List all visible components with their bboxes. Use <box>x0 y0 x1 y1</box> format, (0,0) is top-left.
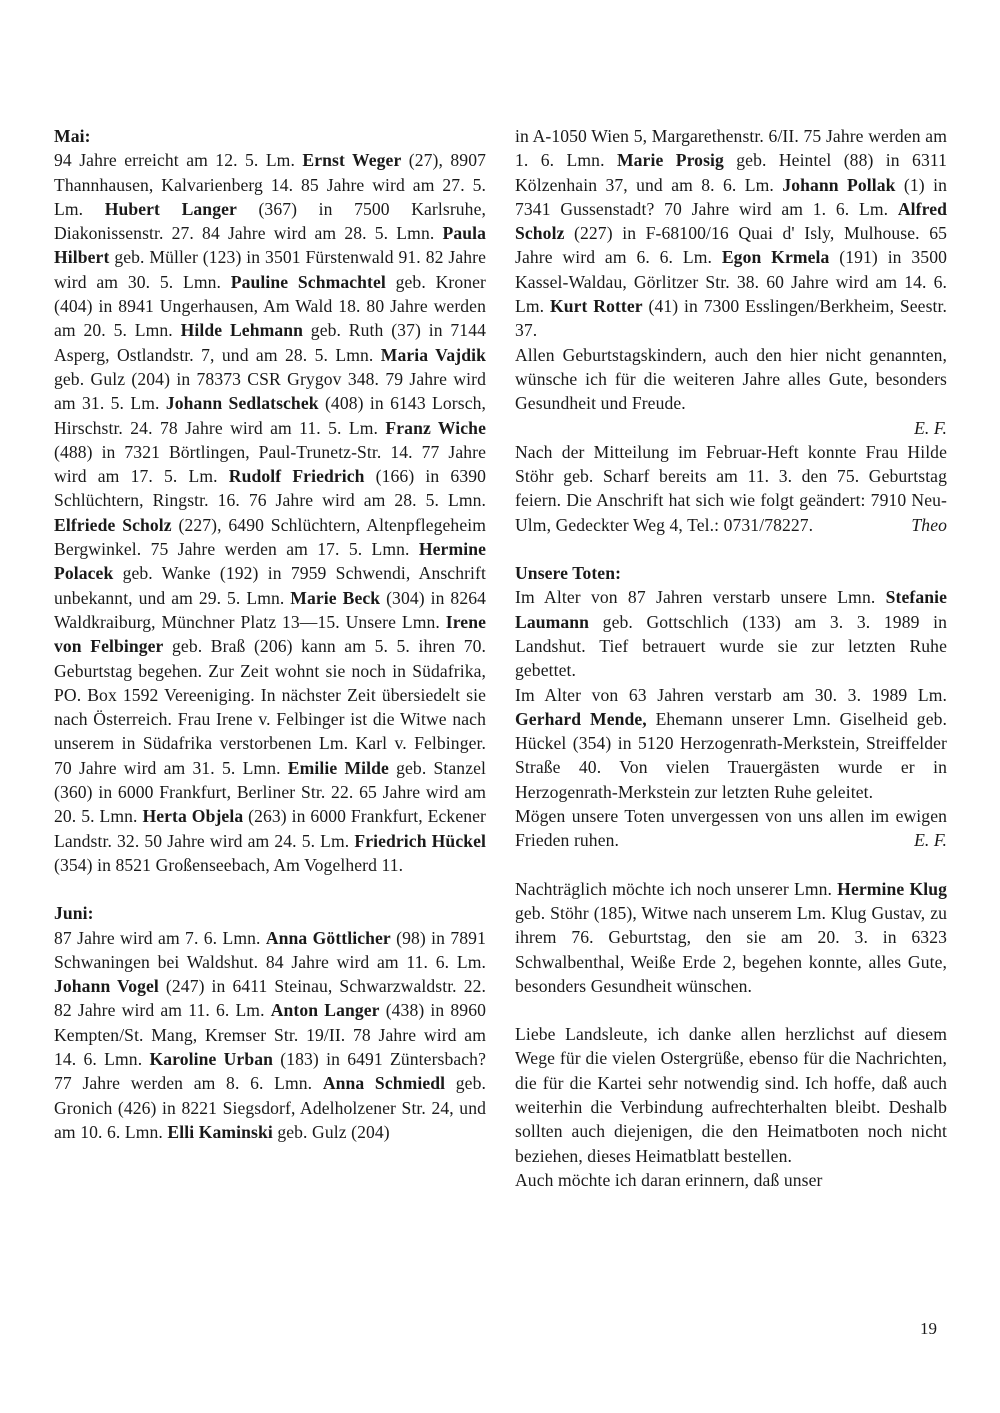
obituary-closing-text: Mögen unsere Toten unvergessen von uns allen im ewigen Frieden ruhen. <box>515 806 947 851</box>
klug-birthday-paragraph: Nachträglich möchte ich noch unserer Lmn. Hermine Klug geb. Stöhr (185), Witwe nach unserem Lm. Klug Gustav, zu ihrem 76. Geburtstag, den sie am 20. 3. in 6323 Schwalbenthal, Weiße Erde 2, begehen konnte, alles Gute, besonders Gesundheit wünschen. <box>515 878 948 996</box>
person-name: Alfred Scholz <box>515 198 947 244</box>
person-name: Emilie Milde <box>287 757 389 778</box>
birthday-wishes-paragraph: Allen Geburtstagskindern, auch den hier nicht genannten, wünsche ich für die weiteren Jahre alles Gute, besonders Gesundheit und Freude. <box>515 344 947 414</box>
person-name: Hubert Langer <box>104 198 237 219</box>
person-name: Anna Schmiedl <box>322 1073 446 1094</box>
closing-letter-paragraph: Liebe Landsleute, ich danke allen herzlichst auf diesem Wege für die vielen Ostergrüße, ebenso für die Nachrichten, die für die Kartei sehr notwendig sind. Ich hoffe, daß auch weiterhin die Verbindung aufrechterhalten bleibt. Deshalb sollten auch diejenigen, die den Heimatboten noch nicht beziehen, dieses Heimatblatt bestellen. <box>515 1024 947 1166</box>
page-number: 19 <box>920 1319 937 1338</box>
person-name: Stefanie Laumann <box>515 587 947 632</box>
person-name: Karoline Urban <box>149 1048 273 1069</box>
person-name: Johann Pollak <box>782 174 896 195</box>
person-name: Hermine Polacek <box>54 539 486 584</box>
mai-birthdays-paragraph: 94 Jahre erreicht am 12. 5. Lm. Ernst Weger (27), 8907 Thannhausen, Kalvarienberg 14. 85 Jahre wird am 27. 5. Lm. Hubert Langer (367) in 7500 Karlsruhe, Diakonissenstr. 27. 84 Jahre wird am 28. 5. Lmn. Paula Hilbert geb. Müller (123) in 3501 Fürstenwald 91. 82 Jahre wird am 30. 5. Lmn. Pauline Schmachtel geb. Kroner (404) in 8941 Ungerhausen, Am Wald 18. 80 Jahre werden am 20. 5. Lmn. Hilde Lehmann geb. Ruth (37) in 7144 Asperg, Ostlandstr. 7, und am 28. 5. Lmn. Maria Vajdik geb. Gulz (204) in 78373 CSR Grygov 348. 79 Jahre wird am 31. 5. Lm. Johann Sedlatschek (408) in 6143 Lorsch, Hirschstr. 24. 78 Jahre wird am 11. 5. Lm. Franz Wiche (488) in 7321 Börtlingen, Paul-Trunetz-Str. 14. 77 Jahre wird am 17. 5. Lm. Rudolf Friedrich (166) in 6390 Schlüchtern, Ringstr. 16. 76 Jahre wird am 28. 5. Lmn. Elfriede Scholz (227), 6490 Schlüchtern, Altenpflegeheim Bergwinkel. 75 Jahre werden am 17. 5. Lmn. Hermine Polacek geb. Wanke (192) in 7959 Schwendi, Anschrift unbekannt, und am 29. 5. Lmn. Marie Beck (304) in 8264 Waldkraiburg, Münchner Platz 13—15. Unsere Lmn. Irene von Felbinger geb. Braß (206) kann am 5. 5. ihren 70. Geburtstag begehen. Zur Zeit wohnt sie noch in Südafrika, PO. Box 1592 Vereeniging. In nächster Zeit übersiedelt sie nach Österreich. Frau Irene v. Felbinger ist die Witwe nach unserem in Südafrika verstorbenen Lm. Karl v. Felbinger. 70 Jahre wird am 31. 5. Lmn. Emilie Milde geb. Stanzel (360) in 6000 Frankfurt, Berliner Str. 22. 65 Jahre wird am 20. 5. Lmn. Herta Objela (263) in 6000 Frankfurt, Eckener Landstr. 32. 50 Jahre wird am 24. 5. Lm. Friedrich Hückel (354) in 8521 Großenseebach, Am Vogelherd 11. <box>54 150 487 875</box>
person-name: Hermine Klug <box>837 878 948 899</box>
closing-continuation: Auch möchte ich daran erinnern, daß unser <box>515 1169 823 1190</box>
person-name: Egon Krmela <box>721 247 830 268</box>
person-name: Pauline Schmachtel <box>230 271 386 292</box>
juni-continued-paragraph: in A-1050 Wien 5, Margarethenstr. 6/II. 75 Jahre werden am 1. 6. Lmn. Marie Prosig geb. Heintel (88) in 6311 Kölzenhain 37, und am 8. 6. Lm. Johann Pollak (1) in 7341 Gussenstadt? 70 Jahre wird am 1. 6. Lm. Alfred Scholz (227) in F-68100/16 Quai d' Isly, Mulhouse. 65 Jahre wird am 6. 6. Lm. Egon Krmela (191) in 3500 Kassel-Waldau, Görlitzer Str. 38. 60 Jahre wird am 14. 6. Lm. Kurt Rotter (41) in 7300 Esslingen/Berkheim, Seestr. 37. <box>515 126 947 341</box>
wishes-signature: E. F. <box>914 417 947 438</box>
right-column <box>515 124 947 1192</box>
person-name: Franz Wiche <box>385 417 486 438</box>
person-name: Elfriede Scholz <box>54 514 172 535</box>
left-column <box>54 124 486 1144</box>
section-heading-juni: Juni: <box>54 903 94 924</box>
obituary-closing <box>515 804 947 853</box>
person-name: Paula Hilbert <box>54 223 486 268</box>
person-name: Elli Kaminski <box>167 1121 273 1142</box>
obituary-signature: E. F. <box>914 830 947 851</box>
stoehr-note-paragraph <box>515 440 947 537</box>
person-name: Friedrich Hückel <box>354 830 487 851</box>
person-name: Irene von Felbinger <box>54 611 486 657</box>
stoehr-note-signature: Theo <box>911 514 947 535</box>
section-heading-mai: Mai: <box>54 126 91 146</box>
person-name: Johann Sedlatschek <box>165 393 319 414</box>
person-name: Maria Vajdik <box>380 344 486 365</box>
section-heading-toten: Unsere Toten: <box>515 563 622 584</box>
person-name: Gerhard Mende, <box>515 708 647 729</box>
person-name: Marie Beck <box>290 587 381 608</box>
person-name: Marie Prosig <box>616 150 724 171</box>
person-name: Hilde Lehmann <box>180 320 304 341</box>
person-name: Anton Langer <box>270 1000 380 1021</box>
person-name: Anna Göttlicher <box>265 927 391 948</box>
obituary-laumann: Im Alter von 87 Jahren verstarb unsere Lmn. Stefanie Laumann geb. Gottschlich (133) am 3. 3. 1989 in Landshut. Tief betrauert wurde sie zur letzten Ruhe gebettet. <box>515 587 947 681</box>
person-name: Herta Objela <box>142 806 244 827</box>
juni-birthdays-paragraph: 87 Jahre wird am 7. 6. Lmn. Anna Göttlicher (98) in 7891 Schwaningen bei Waldshut. 84 Jahre wird am 11. 6. Lm. Johann Vogel (247) in 6411 Steinau, Schwarzwaldstr. 22. 82 Jahre wird am 11. 6. Lm. Anton Langer (438) in 8960 Kempten/St. Mang, Kremser Str. 19/II. 78 Jahre wird am 14. 6. Lmn. Karoline Urban (183) in 6491 Züntersbach? 77 Jahre werden am 8. 6. Lmn. Anna Schmiedl geb. Gronich (426) in 8221 Siegsdorf, Adelholzener Str. 24, und am 10. 6. Lmn. Elli Kaminski geb. Gulz (204) <box>54 927 486 1142</box>
person-name: Rudolf Friedrich <box>228 466 365 487</box>
person-name: Kurt Rotter <box>549 296 643 317</box>
stoehr-note-text: Nach der Mitteilung im Februar-Heft konnte Frau Hilde Stöhr geb. Scharf bereits am 11. 3. den 75. Geburtstag feiern. Die Anschrift hat sich wie folgt geändert: 7910 Neu-Ulm, Gedeckter Weg 4, Tel.: 0731/78227. <box>515 441 947 535</box>
person-name: Johann Vogel <box>54 976 159 997</box>
person-name: Ernst Weger <box>302 150 402 171</box>
obituary-mende: Im Alter von 63 Jahren verstarb am 30. 3. 1989 Lm. Gerhard Mende, Ehemann unserer Lmn. Giselheid geb. Hückel (354) in 5120 Herzogenrath-Merkstein, Streiffelder Straße 40. Von vielen Trauergästen wurde er in Herzogenrath-Merkstein zur letzten Ruhe geleitet. <box>515 684 947 802</box>
